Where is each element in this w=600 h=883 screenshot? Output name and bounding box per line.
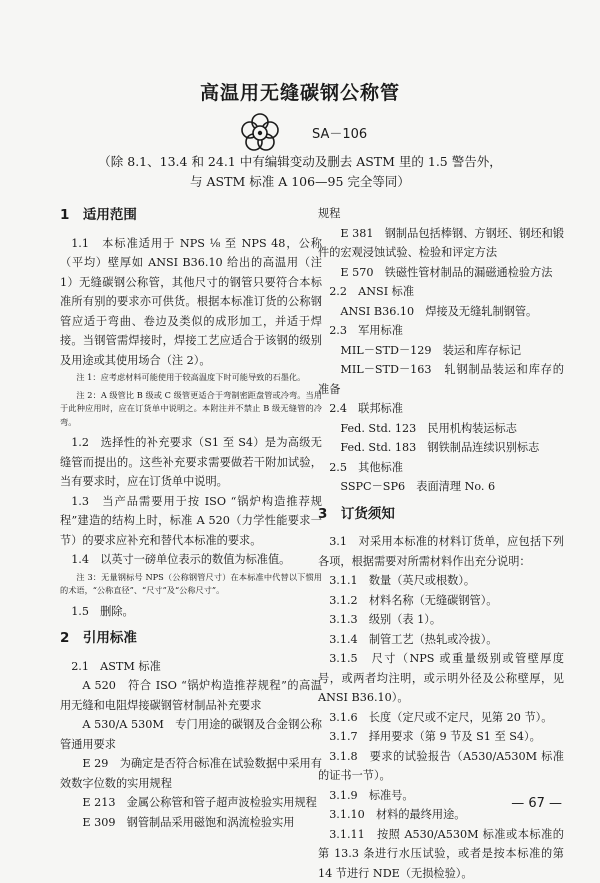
ref-fed-123: Fed. Std. 123 民用机构装运标志 [318, 419, 564, 439]
note-3: 注 3：无量钢标号 NPS（公称钢管尺寸）在本标准中代替以下惯用的术语，“公称直径”、“尺寸”及“公称尺寸”。 [60, 571, 322, 598]
clause-3-1-1: 3.1.1 数量（英尺或根数）。 [318, 571, 564, 591]
clause-3-1-10: 3.1.10 材料的最终用途。 [318, 805, 564, 825]
clause-1-1: 1.1 本标准适用于 NPS ⅛ 至 NPS 48，公称（平均）壁厚如 ANSI B36.10 给出的高温用（注 1）无缝碳钢公称管，其他尺寸的钢管只要符合本标准所有别的要求亦可供货。根据本标准订货的公称钢管应适于弯曲、卷边及类似的成形加工，并适于焊接。当钢管需焊接时，焊接工艺应适合于该钢的级别及用途或其使用场合（注 2）。 [60, 234, 322, 371]
section-2-heading: 2 引用标准 [60, 629, 322, 649]
subtitle-line: （除 8.1、13.4 和 24.1 中有编辑变动及删去 ASTM 里的 1.5 警告外， [0, 152, 600, 172]
asme-logo-icon [240, 112, 280, 152]
clause-3-1-2: 3.1.2 材料名称（无缝碳钢管）。 [318, 591, 564, 611]
clause-3-1-3: 3.1.3 级别（表 1）。 [318, 610, 564, 630]
page-number: — 67 — [511, 796, 562, 811]
ref-a530: A 530/A 530M 专门用途的碳钢及合金钢公称管通用要求 [60, 715, 322, 754]
note-2: 注 2：A 级管比 B 级或 C 级管更适合于弯制密距盘管或冷弯。当用于此种应用时，应在订货单中说明之。本附注并不禁止 B 级无缝管的冷弯。 [60, 389, 322, 430]
ref-e213: E 213 金属公称管和管子超声波检验实用规程 [60, 793, 322, 813]
clause-2-3: 2.3 军用标准 [318, 321, 564, 341]
ref-e309-continued: 规程 [318, 204, 564, 224]
clause-3-1-8: 3.1.8 要求的试验报告（A530/A530M 标准的证书一节）。 [318, 747, 564, 786]
right-column [318, 204, 564, 883]
clause-2-2: 2.2 ANSI 标准 [318, 282, 564, 302]
clause-2-4: 2.4 联邦标准 [318, 399, 564, 419]
ref-mil-129: MIL－STD－129 装运和库存标记 [318, 341, 564, 361]
note-1: 注 1：应考虑材料可能使用于较高温度下时可能导致的石墨化。 [60, 371, 322, 385]
clause-1-3: 1.3 当产品需要用于按 ISO “锅炉构造推荐规程”建造的结构上时，标准 A 520（力学性能要求一节）的要求应补充和替代本标准的要求。 [60, 492, 322, 551]
clause-2-1: 2.1 ASTM 标准 [60, 657, 322, 677]
ref-e570: E 570 铁磁性管材制品的漏磁通检验方法 [318, 263, 564, 283]
ref-sspc: SSPC－SP6 表面清理 No. 6 [318, 477, 564, 497]
ref-e381: E 381 钢制品包括棒钢、方钢坯、钢坯和锻件的宏观浸蚀试验、检验和评定方法 [318, 224, 564, 263]
clause-3-1-4: 3.1.4 制管工艺（热轧或冷拔）。 [318, 630, 564, 650]
section-1-heading: 1 适用范围 [60, 206, 322, 226]
ref-ansi-b3610: ANSI B36.10 焊接及无缝轧制钢管。 [318, 302, 564, 322]
clause-3-1-11: 3.1.11 按照 A530/A530M 标准或本标准的第 13.3 条进行水压试验，或者是按本标准的第 14 节进行 NDE（无损检验）。 [318, 825, 564, 883]
document-title: 高温用无缝碳钢公称管 [0, 78, 600, 105]
ref-mil-163: MIL－STD－163 轧钢制品装运和库存的准备 [318, 360, 564, 399]
ref-e29: E 29 为确定是否符合标准在试验数据中采用有效数字位数的实用规程 [60, 754, 322, 793]
left-column [60, 204, 322, 832]
clause-3-1-7: 3.1.7 择用要求（第 9 节及 S1 至 S4）。 [318, 727, 564, 747]
clause-3-1-5: 3.1.5 尺寸（NPS 或重量级别或管壁厚度号，或两者均注明，或示明外径及公称壁厚，见 ANSI B36.10）。 [318, 649, 564, 708]
ref-a520: A 520 符合 ISO “锅炉构造推荐规程”的高温用无缝和电阻焊接碳钢管材制品补充要求 [60, 676, 322, 715]
clause-2-5: 2.5 其他标准 [318, 458, 564, 478]
subtitle [0, 152, 600, 192]
clause-3-1-6: 3.1.6 长度（定尺或不定尺，见第 20 节）。 [318, 708, 564, 728]
clause-3-1-9: 3.1.9 标准号。 [318, 786, 564, 806]
clause-3-1: 3.1 对采用本标准的材料订货单，应包括下列各项，根据需要对所需材料作出充分说明： [318, 532, 564, 571]
clause-1-5: 1.5 删除。 [60, 602, 322, 622]
clause-1-4: 1.4 以英寸一磅单位表示的数值为标准值。 [60, 550, 322, 570]
clause-1-2: 1.2 选择性的补充要求（S1 至 S4）是为高级无缝管而提出的。这些补充要求需要做若干附加试验，当有要求时，应在订货单中说明。 [60, 433, 322, 492]
section-3-heading: 3 订货须知 [318, 505, 564, 525]
ref-fed-183: Fed. Std. 183 钢铁制品连续识别标志 [318, 438, 564, 458]
logo-row [240, 112, 400, 152]
ref-e309: E 309 钢管制品采用磁饱和涡流检验实用 [60, 813, 322, 833]
standard-code: SA－106 [312, 123, 367, 142]
subtitle-line: 与 ASTM 标准 A 106—95 完全等同） [0, 172, 600, 192]
